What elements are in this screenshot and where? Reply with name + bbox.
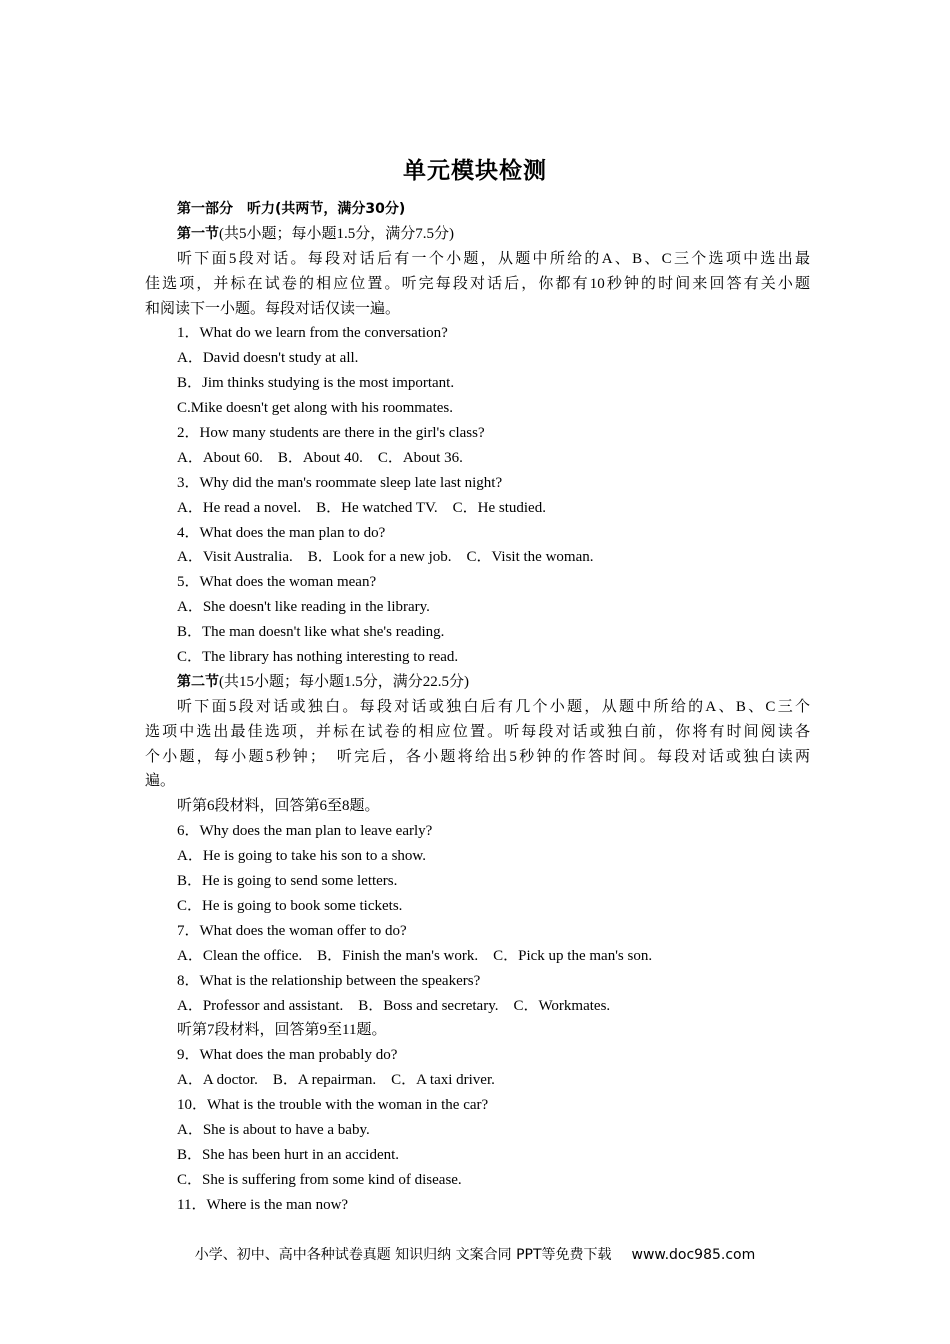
option-line: A．Clean the office. B．Finish the man's work. C．Pick up the man's son.: [177, 947, 653, 964]
footer-text: 小学、初中、高中各种试卷真题 知识归纳 文案合同 PPT等免费下载: [194, 1247, 612, 1263]
exam-body: [145, 197, 810, 1218]
question-line: 5．What does the woman mean?: [177, 574, 377, 591]
part1-heading: 第一部分 听力: [177, 201, 275, 217]
section1-heading: 第一节: [177, 225, 219, 242]
section1-instruction-line: 和阅读下一小题。每段对话仅读一遍。: [145, 300, 401, 317]
option-line: A．About 60. B．About 40. C．About 36.: [177, 449, 463, 466]
option-line: A．David doesn't study at all.: [177, 350, 359, 367]
section2-instruction-line: 个小题，每小题5秒钟； 听完后，各小题将给出5秒钟的作答时间。每段对话或独白读两: [145, 748, 810, 765]
option-line: C.Mike doesn't get along with his roommates.: [177, 400, 454, 417]
option-line: A．Professor and assistant. B．Boss and secretary. C．Workmates.: [177, 997, 611, 1014]
question-line: 10．What is the trouble with the woman in the car?: [177, 1097, 489, 1114]
section2-instruction-line: 听下面5段对话或独白。每段对话或独白后有几个小题，从题中所给的A、B、C三个: [177, 698, 810, 715]
section1-instruction-line: 听下面5段对话。每段对话后有一个小题，从题中所给的A、B、C三个选项中选出最: [177, 250, 810, 267]
option-line: B．Jim thinks studying is the most important.: [177, 375, 455, 392]
page-footer: [0, 1244, 950, 1264]
part1-heading-line: [145, 197, 810, 222]
option-line: C．He is going to book some tickets.: [177, 897, 403, 914]
option-line: C．The library has nothing interesting to read.: [177, 649, 459, 666]
section2-detail: (共15小题；每小题1.5分，满分22.5分): [219, 673, 469, 690]
question-line: 4．What does the man plan to do?: [177, 524, 386, 541]
section2-instruction-line: 选项中选出最佳选项，并标在试卷的相应位置。听每段对话或独白前，你将有时间阅读各: [145, 723, 810, 740]
question-line: 2．How many students are there in the girl's class?: [177, 425, 485, 442]
material-line: 听第6段材料，回答第6至8题。: [177, 798, 380, 815]
option-line: A．He is going to take his son to a show.: [177, 848, 427, 865]
footer-url[interactable]: www.doc985.com: [631, 1247, 756, 1263]
question-line: 6．Why does the man plan to leave early?: [177, 823, 433, 840]
option-line: A．A doctor. B．A repairman. C．A taxi driver.: [177, 1072, 495, 1089]
section2-heading-line: [145, 670, 810, 695]
option-line: A．Visit Australia. B．Look for a new job. C．Visit the woman.: [177, 549, 594, 566]
option-line: A．She doesn't like reading in the library.: [177, 599, 430, 616]
question-line: 9．What does the man probably do?: [177, 1047, 398, 1064]
section2-heading: 第二节: [177, 673, 219, 690]
option-line: B．The man doesn't like what she's reading.: [177, 624, 445, 641]
section1-instruction-line: 佳选项，并标在试卷的相应位置。听完每段对话后，你都有10秒钟的时间来回答有关小题: [145, 275, 810, 292]
section1-detail: (共5小题；每小题1.5分，满分7.5分): [219, 225, 454, 242]
question-line: 11．Where is the man now?: [177, 1196, 349, 1213]
question-line: 3．Why did the man's roommate sleep late last night?: [177, 474, 503, 491]
part1-detail: (共两节，满分30分): [275, 201, 406, 217]
option-line: A．He read a novel. B．He watched TV. C．He studied.: [177, 499, 546, 516]
option-line: B．She has been hurt in an accident.: [177, 1146, 400, 1163]
option-line: C．She is suffering from some kind of disease.: [177, 1171, 462, 1188]
material-line: 听第7段材料，回答第9至11题。: [177, 1022, 387, 1039]
question-line: 8．What is the relationship between the speakers?: [177, 972, 481, 989]
option-line: B．He is going to send some letters.: [177, 873, 398, 890]
section1-heading-line: [145, 222, 810, 247]
option-line: A．She is about to have a baby.: [177, 1121, 370, 1138]
page-title: 单元模块检测: [403, 158, 547, 184]
question-line: 1．What do we learn from the conversation?: [177, 325, 448, 342]
question-line: 7．What does the woman offer to do?: [177, 922, 407, 939]
section2-instruction-line: 遍。: [145, 773, 176, 790]
